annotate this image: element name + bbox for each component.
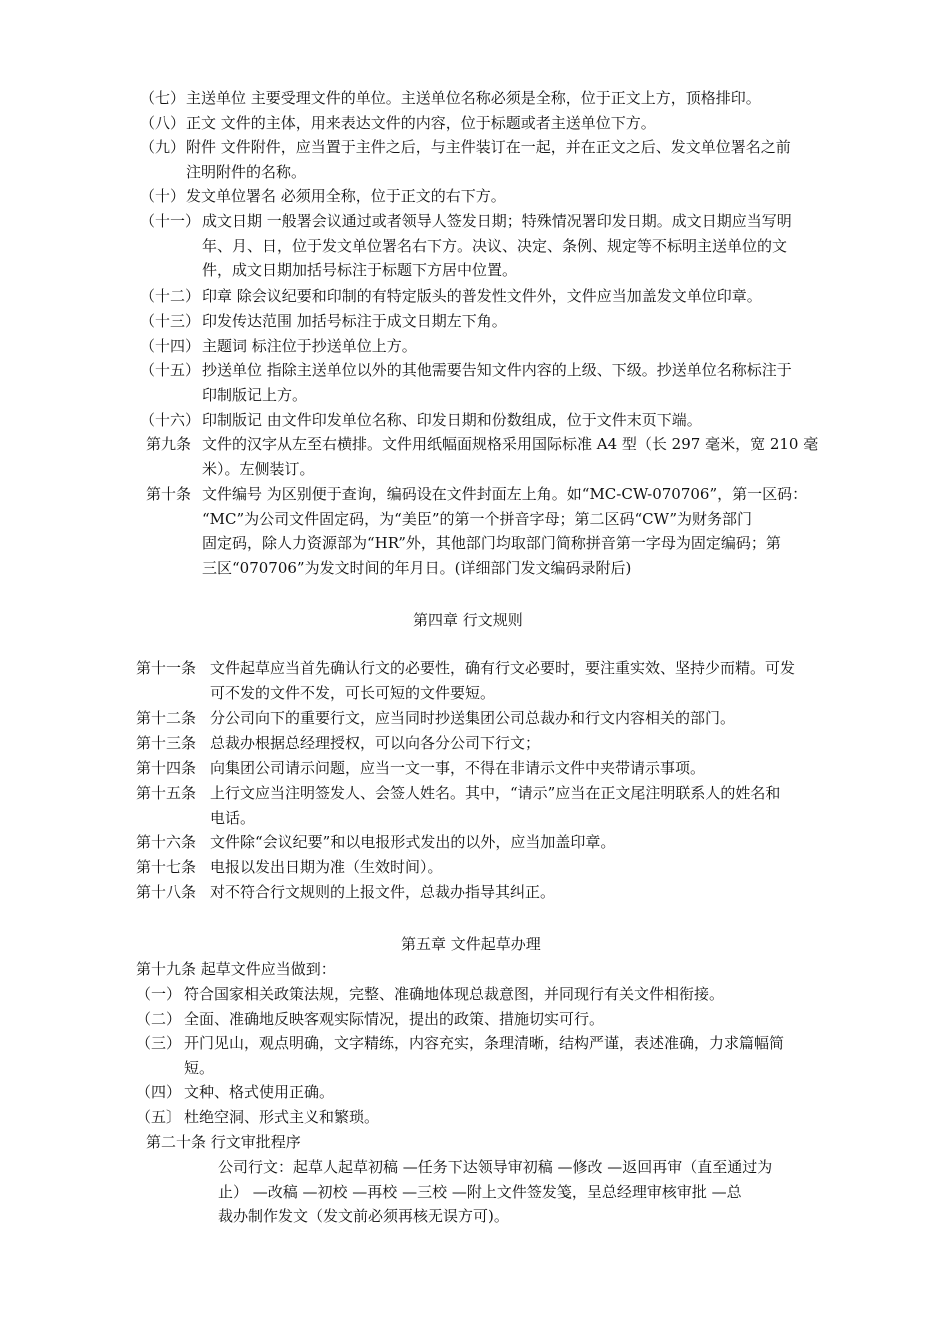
- item-text: 正文 文件的主体，用来表达文件的内容，位于标题或者主送单位下方。: [186, 114, 656, 132]
- article-text: 固定码，除人力资源部为“HR”外，其他部门均取部门简称拼音第一字母为固定编码；第: [202, 534, 781, 552]
- article-label: 第十八条: [136, 883, 197, 901]
- article-label: 第十七条: [136, 858, 197, 876]
- article-text: 总裁办根据总经理授权，可以向各分公司下行文；: [210, 734, 541, 752]
- item-text: 件，成文日期加括号标注于标题下方居中位置。: [202, 261, 518, 279]
- item-label: （十一）: [140, 212, 201, 230]
- item-label: （四）: [136, 1083, 182, 1101]
- article-text: 文件起草应当首先确认行文的必要性，确有行文必要时，要注重实效、坚持少而精。可发: [210, 659, 796, 677]
- item-text: 印制版记 由文件印发单位名称、印发日期和份数组成，位于文件末页下端。: [202, 411, 702, 429]
- article-text: 文件的汉字从左至右横排。文件用纸幅面规格采用国际标准 A4 型（长 297 毫米，宽 210 毫: [202, 435, 819, 453]
- item-text: 主送单位 主要受理文件的单位。主送单位名称必须是全称，位于正文上方，顶格排印。: [186, 89, 761, 107]
- procedure-text: 公司行文：起草人起草初稿 —任务下达领导审初稿 —修改 —返回再审（直至通过为: [218, 1158, 773, 1176]
- article-19: 第十九条 起草文件应当做到：: [136, 960, 336, 978]
- article-text: 向集团公司请示问题，应当一文一事，不得在非请示文件中夹带请示事项。: [210, 759, 706, 777]
- item-text: 发文单位署名 必须用全称，位于正文的右下方。: [186, 187, 506, 205]
- article-text: “MC”为公司文件固定码，为“美臣”的第一个拼音字母；第二区码“CW”为财务部门: [202, 509, 753, 528]
- article-text: 上行文应当注明签发人、会签人姓名。其中，“请示”应当在正文尾注明联系人的姓名和: [210, 784, 781, 802]
- article-text: 三区“070706”为发文时间的年月日。(详细部门发文编码录附后): [202, 558, 632, 577]
- item-label: （八）: [140, 114, 186, 132]
- article-label: 第九条: [146, 435, 192, 453]
- item-text: 主题词 标注位于抄送单位上方。: [202, 337, 417, 355]
- item-label: （五〕: [136, 1108, 182, 1126]
- item-label: （一）: [136, 985, 182, 1003]
- item-label: （三）: [136, 1034, 182, 1052]
- article-text: 文件编号 为区别便于查询，编码设在文件封面左上角。如“MC-CW-070706”，第一区码：: [202, 485, 808, 503]
- article-text: 分公司向下的重要行文，应当同时抄送集团公司总裁办和行文内容相关的部门。: [210, 709, 736, 727]
- chapter-4-heading: 第四章 行文规则: [413, 611, 523, 629]
- item-text: 印章 除会议纪要和印制的有特定版头的普发性文件外，文件应当加盖发文单位印章。: [202, 287, 762, 305]
- item-text: 印发传达范围 加括号标注于成文日期左下角。: [202, 312, 507, 330]
- item-text: 短。: [184, 1058, 215, 1077]
- article-label: 第十三条: [136, 734, 197, 752]
- article-label: 第十六条: [136, 833, 197, 851]
- article-label: 第十一条: [136, 659, 197, 677]
- item-text: 符合国家相关政策法规，完整、准确地体现总裁意图，并同现行有关文件相衔接。: [184, 985, 725, 1003]
- item-text: 开门见山，观点明确，文字精练，内容充实，条理清晰，结构严谨，表述准确，力求篇幅简: [184, 1034, 785, 1052]
- chapter-5-heading: 第五章 文件起草办理: [401, 935, 541, 953]
- article-text: 电报以发出日期为准（生效时间）。: [210, 858, 443, 876]
- article-label: 第十二条: [136, 709, 197, 727]
- article-text: 文件除“会议纪要”和以电报形式发出的以外，应当加盖印章。: [210, 833, 616, 851]
- article-text: 米）。左侧装订。: [202, 459, 315, 478]
- procedure-text: 止） —改稿 —初校 —再校 —三校 —附上文件签发笺，呈总经理审核审批 —总: [218, 1182, 742, 1201]
- item-text: 印制版记上方。: [202, 385, 308, 404]
- item-label: （七）: [140, 89, 186, 107]
- item-text: 全面、准确地反映客观实际情况，提出的政策、措施切实可行。: [184, 1010, 605, 1028]
- article-20: 第二十条 行文审批程序: [146, 1133, 301, 1151]
- item-text: 附件 文件附件，应当置于主件之后，与主件装订在一起，并在正文之后、发文单位署名之前: [186, 138, 791, 156]
- item-label: （九）: [140, 138, 186, 156]
- article-text: 电话。: [210, 808, 256, 827]
- item-text: 成文日期 一般署会议通过或者领导人签发日期；特殊情况署印发日期。成文日期应当写明: [202, 212, 792, 230]
- item-label: （十六）: [140, 411, 201, 429]
- article-text: 对不符合行文规则的上报文件，总裁办指导其纠正。: [210, 883, 556, 901]
- article-label: 第十四条: [136, 759, 197, 777]
- item-text: 抄送单位 指除主送单位以外的其他需要告知文件内容的上级、下级。抄送单位名称标注于: [202, 361, 792, 379]
- item-label: （十二）: [140, 287, 201, 305]
- item-label: （十四）: [140, 337, 201, 355]
- item-label: （十五）: [140, 361, 201, 379]
- item-text: 年、月、日，位于发文单位署名右下方。决议、决定、条例、规定等不标明主送单位的文: [202, 236, 788, 255]
- procedure-text: 裁办制作发文（发文前必须再核无误方可)。: [218, 1207, 509, 1225]
- item-label: （二）: [136, 1010, 182, 1028]
- article-label: 第十条: [146, 485, 192, 503]
- item-text: 注明附件的名称。: [186, 162, 307, 181]
- item-text: 杜绝空洞、形式主义和繁琐。: [184, 1108, 380, 1126]
- item-label: （十三）: [140, 312, 201, 330]
- item-label: （十）: [140, 187, 186, 205]
- article-label: 第十五条: [136, 784, 197, 802]
- article-text: 可不发的文件不发，可长可短的文件要短。: [210, 683, 496, 702]
- item-text: 文种、格式使用正确。: [184, 1083, 335, 1101]
